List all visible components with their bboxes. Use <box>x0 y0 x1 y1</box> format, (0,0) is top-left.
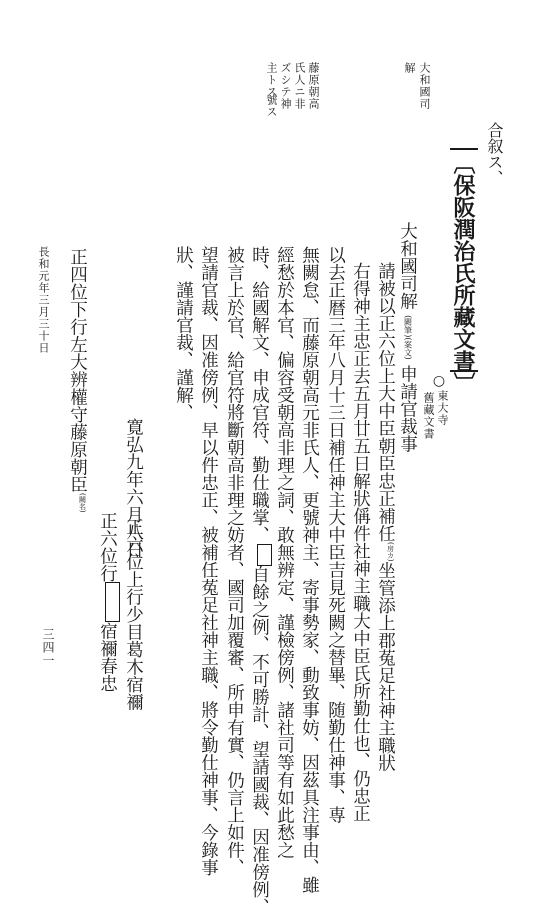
heading-title: 〔保阪潤治氏所藏文書〕 <box>450 152 476 394</box>
margin-note-1a: 大和國司 <box>418 62 431 110</box>
signature-3a: 正六位行 <box>97 512 118 582</box>
signature-2: 正六位上行少目葛木宿禰 <box>123 518 144 711</box>
margin-note-1b: 解 <box>403 62 416 74</box>
body-line-1-note: (闕筆)(案文) <box>403 315 413 360</box>
heading-subnote-a: 東大寺 <box>436 390 449 426</box>
margin-note-2e: 號ス <box>265 94 278 118</box>
signature-1-text: 正四位下行左大辨權守藤原朝臣 <box>67 248 88 493</box>
signature-3 <box>98 512 120 692</box>
body-line-2b: 坐管添上郡菟足社神主職狀 <box>375 561 396 772</box>
signature-1-note: (闕名) <box>78 493 87 513</box>
body-line-7a: 時、給國解文、申成官符、勤仕職掌、 <box>249 246 270 544</box>
body-line-2a: 請被以正六位上大中臣朝臣忠正補任 <box>375 262 396 542</box>
body-line-8: 被言上於官、給官符將斷朝高非理之妨者、國司加覆審、所申有實、仍言上如件、 <box>224 246 245 876</box>
body-line-2-ruby: (房カ) <box>386 542 395 562</box>
body-line-7b: 自餘之例、不可勝計、望請國裁、因准傍例、 <box>249 565 270 916</box>
signature-3b: 宿禰春忠 <box>97 622 118 692</box>
margin-note-2c: ズシテ神 <box>279 62 292 110</box>
body-line-1 <box>398 222 416 453</box>
page-number: 三四一 <box>41 628 55 667</box>
body-line-6: 經愁於本官、偏容受朝高非理之詞、敢無辨定、謹檢傍例、諸社司等有如此愁之 <box>274 246 295 859</box>
body-line-5: 無闕怠、而藤原朝高元非氏人、更號神主、寄事勢家、動致事妨、因茲具注事由、雖 <box>299 246 320 894</box>
document-heading <box>450 148 478 394</box>
heading-circle: ○ <box>431 373 447 389</box>
body-line-3: 右得神主忠正去五月廿五日解狀偁件社神主職大中臣氏所勤仕也、仍忠正 <box>350 262 371 822</box>
margin-note-2b: 氏人ニ非 <box>293 62 306 110</box>
footer-date-note: 長和元年三月三十日 <box>37 246 50 354</box>
heading-subnote-b: 舊藏文書 <box>422 392 435 440</box>
section-header: 合叙ス、 <box>485 122 504 186</box>
date-line: 寛弘九年六月八日 <box>123 418 144 558</box>
signature-blank-box <box>105 582 120 622</box>
body-line-4: 以去正暦三年八月十三日補任神主大中臣吉見死闕之替畢、随勤仕神事、専 <box>325 246 346 824</box>
body-line-7 <box>250 246 272 916</box>
body-line-1a: 大和國司解 <box>397 222 418 310</box>
body-line-9: 望請官裁、因准傍例、早以件忠正、被補任菟足社神主職、將令勤仕神事、今錄事 <box>198 246 219 876</box>
signature-1 <box>68 248 86 512</box>
blank-box <box>257 544 272 566</box>
body-line-1b: 申請官裁事 <box>397 365 418 453</box>
margin-note-2d: 主トス <box>265 62 278 98</box>
body-line-10: 狀、謹請官裁、謹解、 <box>173 246 194 421</box>
body-line-2 <box>376 262 394 771</box>
margin-note-2a: 藤原朝高 <box>307 62 320 110</box>
